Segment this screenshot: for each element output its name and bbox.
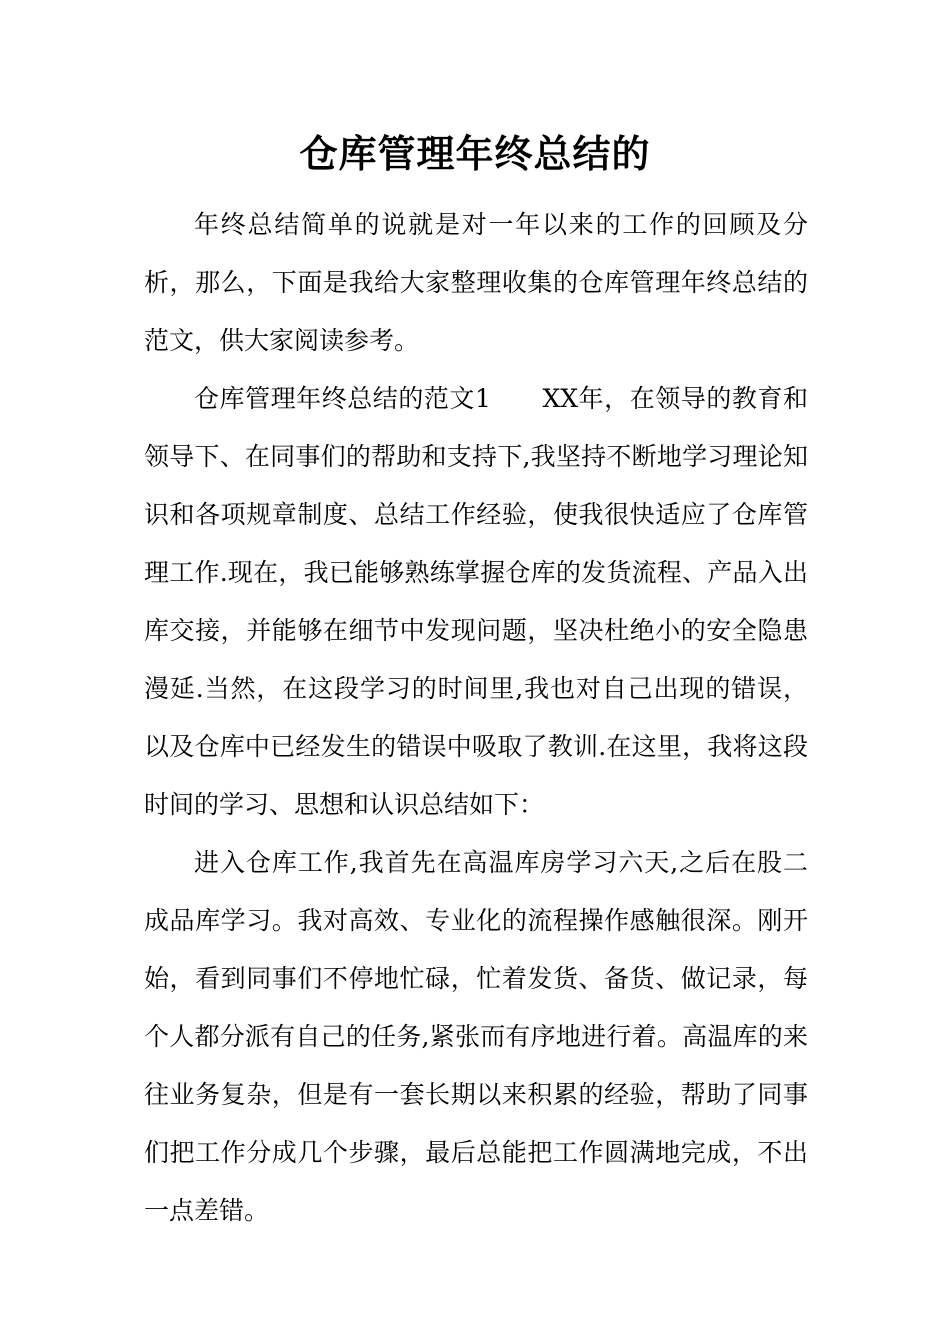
document-title: 仓库管理年终总结的 — [299, 131, 651, 176]
paragraph-sample-1: 仓库管理年终总结的范文1 XX年，在领导的教育和领导下、在同事们的帮助和支持下,我坚持不断地学习理论知识和各项规章制度、总结工作经验，使我很快适应了仓库管理工作.现在，我已能够熟练掌握仓库的发货流程、产品入出库交接，并能够在细节中发现问题，坚决杜绝小的安全隐患漫延.当然，在这段学习的时间里,我也对自己出现的错误，以及仓库中已经发生的错误中吸取了教训.在这里，我将这段时间的学习、思想和认识总结如下： — [144, 384, 808, 819]
paragraph-warehouse-work: 进入仓库工作,我首先在高温库房学习六天,之后在股二成品库学习。我对高效、专业化的流程操作感触很深。刚开始，看到同事们不停地忙碌，忙着发货、备货、做记录，每个人都分派有自己的任务,紧张而有序地进行着。高温库的来往业务复杂，但是有一套长期以来积累的经验，帮助了同事们把工作分成几个步骤，最后总能把工作圆满地完成，不出一点差错。 — [144, 848, 808, 1225]
document-body — [144, 196, 808, 1240]
paragraph-intro: 年终总结简单的说就是对一年以来的工作的回顾及分析，那么，下面是我给大家整理收集的仓库管理年终总结的范文，供大家阅读参考。 — [144, 210, 808, 355]
